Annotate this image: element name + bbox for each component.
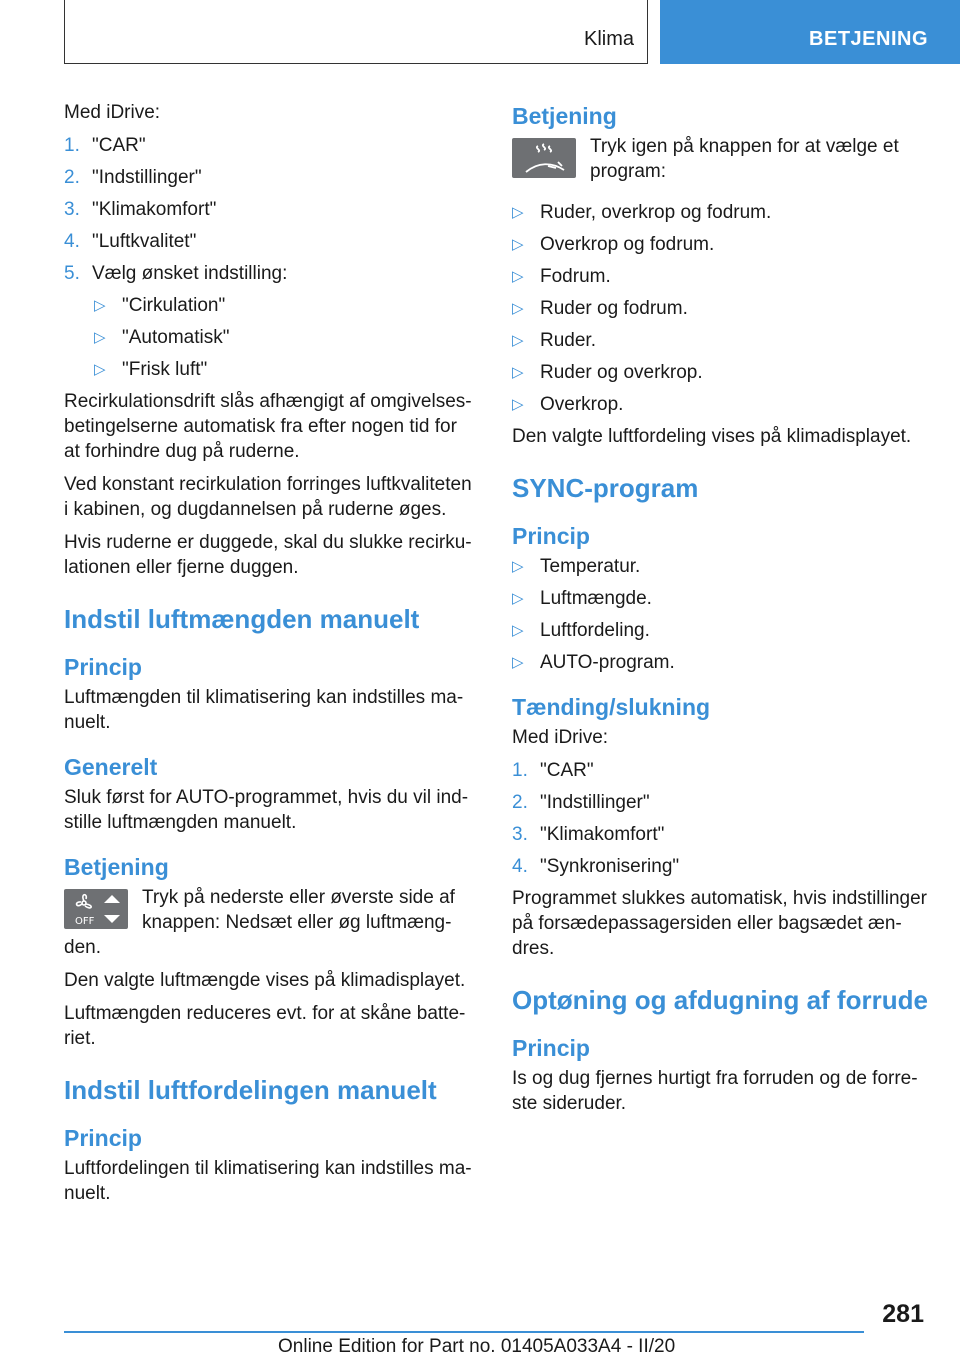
heading-principle: Princip: [64, 654, 142, 680]
step-item: 3. "Klimakomfort": [64, 199, 217, 220]
heading-defrost: Optøning og afdugning af forrude: [512, 985, 928, 1015]
recirculation-paragraph: Recirkulationsdrift slås afhængigt af omgivelses-betingelserne automatisk fra efter nogen tid for at forhindre dug på ruderne.: [64, 391, 472, 462]
step-item: 4. "Luftkvalitet": [64, 231, 197, 252]
heading-distribution-manual: Indstil luftfordelingen manuelt: [64, 1075, 437, 1105]
footer-edition: Online Edition for Part no. 01405A033A4 - II/20: [278, 1336, 676, 1357]
step-item: 4. "Synkronisering": [512, 856, 680, 877]
sync-item: ▷ AUTO-program.: [512, 652, 675, 673]
triangle-bullet-icon: ▷: [512, 558, 524, 575]
sync-list: [512, 554, 932, 675]
program-item: ▷ Ruder.: [512, 330, 596, 351]
heading-operation: Betjening: [512, 103, 617, 129]
heading-on-off: Tænding/slukning: [512, 694, 711, 720]
header-section-title: Klima: [583, 28, 634, 50]
right-column: [512, 100, 932, 1124]
header-chapter-tab: BETJENING: [660, 0, 960, 64]
heading-airflow-manual: Indstil luftmængden manuelt: [64, 604, 420, 634]
sync-off-paragraph: Programmet slukkes automatisk, hvis indstillinger på forsædepassagersiden eller bagsædet æn-dres.: [512, 888, 927, 959]
program-item: ▷ Ruder og overkrop.: [512, 362, 703, 383]
heading-principle: Princip: [512, 523, 590, 549]
fogged-windows-paragraph: Hvis ruderne er duggede, skal du slukke recirku-lationen eller fjerne duggen.: [64, 532, 472, 578]
steps-list: [64, 133, 478, 286]
intro-idrive: Med iDrive:: [512, 727, 609, 748]
program-item: ▷ Overkrop.: [512, 394, 624, 415]
triangle-bullet-icon: ▷: [512, 236, 524, 253]
airflow-display-paragraph: Den valgte luftmængde vises på klimadisplayet.: [64, 970, 466, 991]
triangle-bullet-icon: ▷: [512, 396, 524, 413]
heading-principle: Princip: [512, 1035, 590, 1061]
distribution-button-paragraph: [512, 134, 932, 192]
principle-paragraph: Luftmængden til klimatisering kan indstilles ma-nuelt.: [64, 687, 464, 733]
step-item: 3. "Klimakomfort": [512, 824, 665, 845]
air-distribution-button-icon: [512, 138, 576, 178]
sync-steps-list: [512, 758, 932, 879]
triangle-bullet-icon: ▷: [512, 590, 524, 607]
intro-idrive: Med iDrive:: [64, 102, 161, 123]
option-item: ▷ "Cirkulation": [94, 295, 226, 316]
step-item: 2. "Indstillinger": [64, 167, 202, 188]
program-item: ▷ Ruder, overkrop og fodrum.: [512, 202, 772, 223]
header-frame: [64, 0, 648, 64]
heading-operation: Betjening: [64, 854, 169, 880]
defrost-paragraph: Is og dug fjernes hurtigt fra forruden og de forre-ste sideruder.: [512, 1068, 918, 1114]
fan-button-paragraph: [64, 885, 478, 968]
option-item: ▷ "Frisk luft": [94, 359, 208, 380]
sync-item: ▷ Luftfordeling.: [512, 620, 650, 641]
heading-principle: Princip: [64, 1125, 142, 1151]
triangle-bullet-icon: ▷: [94, 361, 106, 378]
distribution-display-paragraph: Den valgte luftfordeling vises på klimadisplayet.: [512, 426, 912, 447]
program-list: [512, 200, 932, 417]
general-paragraph: Sluk først for AUTO-programmet, hvis du vil ind-stille luftmængden manuelt.: [64, 787, 469, 833]
step-item: 1. "CAR": [64, 135, 146, 156]
triangle-bullet-icon: ▷: [512, 364, 524, 381]
heading-general: Generelt: [64, 754, 158, 780]
option-list: [64, 293, 478, 382]
airflow-battery-paragraph: Luftmængden reduceres evt. for at skåne batte-riet.: [64, 1003, 466, 1049]
triangle-bullet-icon: ▷: [512, 622, 524, 639]
step-item: 2. "Indstillinger": [512, 792, 650, 813]
footer-rule: [64, 1331, 864, 1333]
triangle-bullet-icon: ▷: [512, 654, 524, 671]
triangle-bullet-icon: ▷: [94, 329, 106, 346]
left-column: [64, 100, 478, 1214]
air-quality-paragraph: Ved konstant recirkulation forringes luftkvaliteten i kabinen, og dugdannelsen på ruderne øges.: [64, 474, 472, 520]
sync-item: ▷ Luftmængde.: [512, 588, 652, 609]
fan-button-icon: [64, 889, 128, 929]
operation-paragraph: Tryk på nederste eller øverste side af knappen: Nedsæt eller øg luftmæng-den.: [64, 887, 455, 958]
triangle-bullet-icon: ▷: [94, 297, 106, 314]
step-item: 1. "CAR": [512, 760, 594, 781]
distribution-principle-paragraph: Luftfordelingen til klimatisering kan indstilles ma-nuelt.: [64, 1158, 472, 1204]
step-item: 5. Vælg ønsket indstilling:: [64, 263, 288, 284]
program-item: ▷ Fodrum.: [512, 266, 611, 287]
svg-text:OFF: OFF: [75, 916, 95, 927]
page-number: 281: [882, 1300, 924, 1328]
triangle-bullet-icon: ▷: [512, 204, 524, 221]
triangle-bullet-icon: ▷: [512, 268, 524, 285]
program-item: ▷ Overkrop og fodrum.: [512, 234, 715, 255]
option-item: ▷ "Automatisk": [94, 327, 230, 348]
heading-sync-program: SYNC-program: [512, 473, 699, 503]
program-item: ▷ Ruder og fodrum.: [512, 298, 688, 319]
triangle-bullet-icon: ▷: [512, 332, 524, 349]
triangle-bullet-icon: ▷: [512, 300, 524, 317]
sync-item: ▷ Temperatur.: [512, 556, 641, 577]
operation2-paragraph: Tryk igen på knappen for at vælge et program:: [590, 136, 899, 182]
